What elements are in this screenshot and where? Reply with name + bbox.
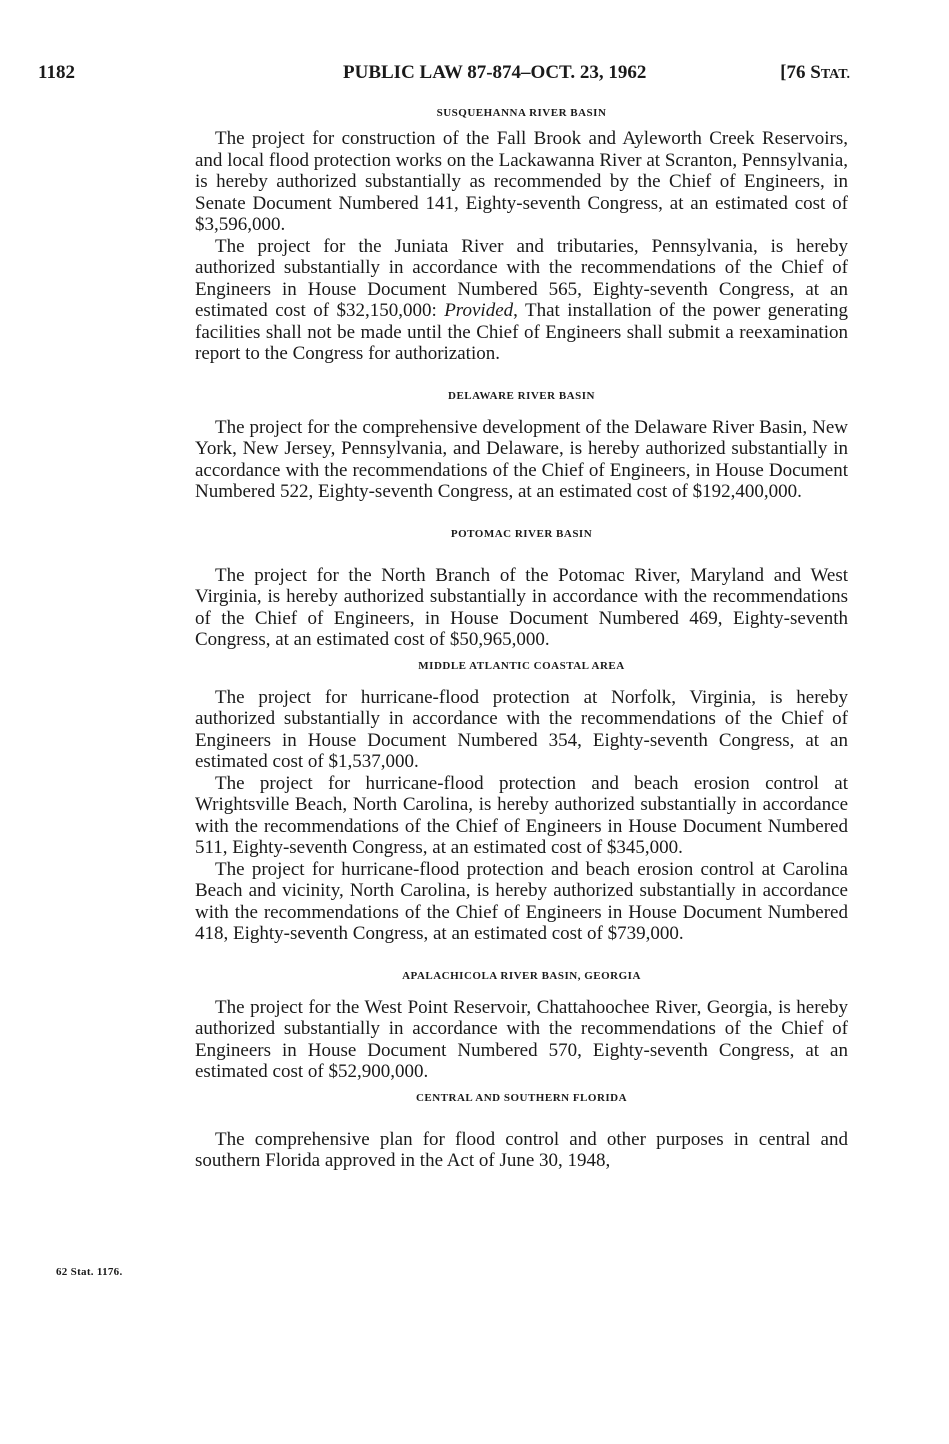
section-heading-florida: CENTRAL AND SOUTHERN FLORIDA (415, 1091, 628, 1104)
paragraph: The project for construction of the Fall Brook and Ayleworth Creek Reservoirs, and local flood protection works on the Lackawanna River at Scranton, Pennsylvania, is hereby authorized substantially as recommended by the Chief of Engineers, in Senate Document Numbered 141, Eighty-seventh Congress, at an estimated cost of $3,596,000. (195, 128, 848, 235)
section-heading-apalachicola: APALACHICOLA RIVER BASIN, GEORGIA (402, 969, 641, 982)
statute-reference-prefix: [76 S (780, 62, 821, 83)
section-heading-middle-atlantic: MIDDLE ATLANTIC COASTAL AREA (418, 659, 625, 672)
paragraph-text: , That installation of the power generating facilities shall not be made until the Chief of Engineers shall submit a reexamination report to the Congress for authorization. (195, 300, 848, 364)
section-heading-potomac: POTOMAC RIVER BASIN (450, 527, 593, 540)
section-heading-susquehanna: SUSQUEHANNA RIVER BASIN (436, 107, 607, 119)
paragraph: The project for the North Branch of the Potomac River, Maryland and West Virginia, is hereby authorized substantially in accordance with the recommendations of the Chief of Engineers, in House Document Numbered 469, Eighty-seventh Congress, at an estimated cost of $50,965,000. (195, 564, 848, 650)
section-heading-delaware: DELAWARE RIVER BASIN (448, 389, 595, 402)
paragraph: The project for hurricane-flood protection and beach erosion control at Carolina Beach and vicinity, North Carolina, is hereby authorized substantially in accordance with the recommendations of the Chief of Engineers in House Document Numbered 418, Eighty-seventh Congress, at an estimated cost of $739,000. (195, 858, 848, 944)
paragraph: The project for hurricane-flood protection and beach erosion control at Wrightsville Beach, North Carolina, is hereby authorized substantially in accordance with the recommendations of the Chief of Engineers in House Document Numbered 511, Eighty-seventh Congress, at an estimated cost of $345,000. (195, 772, 848, 858)
proviso-term: Provided (444, 300, 514, 321)
paragraph: The project for the comprehensive development of the Delaware River Basin, New York, New Jersey, Pennsylvania, and Delaware, is hereby authorized substantially in accordance with the recommendations of the Chief of Engineers, in House Document Numbered 522, Eighty-seventh Congress, at an estimated cost of $192,400,000. (195, 416, 848, 502)
text-column (195, 106, 848, 1172)
running-header (38, 62, 850, 90)
paragraph-text: The project for the Juniata River and tributaries, Pennsylvania, is hereby authorized substantially in accordance with the recommendations of the Chief of Engineers in House Document Numbered 565, Eighty-seventh Congress, at an estimated cost of $32,150,000: (195, 235, 848, 321)
paragraph: The project for hurricane-flood protection at Norfolk, Virginia, is hereby authorized substantially in accordance with the recommendations of the Chief of Engineers in House Document Numbered 354, Eighty-seventh Congress, at an estimated cost of $1,537,000. (195, 686, 848, 772)
paragraph: The comprehensive plan for flood control and other purposes in central and southern Florida approved in the Act of June 30, 1948, (195, 1128, 848, 1171)
running-title: PUBLIC LAW 87-874–OCT. 23, 1962 (343, 62, 647, 83)
paragraph: The project for the West Point Reservoir, Chattahoochee River, Georgia, is hereby authorized substantially in accordance with the recommendations of the Chief of Engineers in House Document Numbered 570, Eighty-seventh Congress, at an estimated cost of $52,900,000. (195, 996, 848, 1082)
paragraph (195, 236, 848, 365)
page-number: 1182 (38, 62, 75, 83)
statute-reference-suffix: TAT. (820, 67, 850, 82)
margin-note: 62 Stat. 1176. (56, 1266, 123, 1278)
statute-reference (780, 62, 850, 84)
